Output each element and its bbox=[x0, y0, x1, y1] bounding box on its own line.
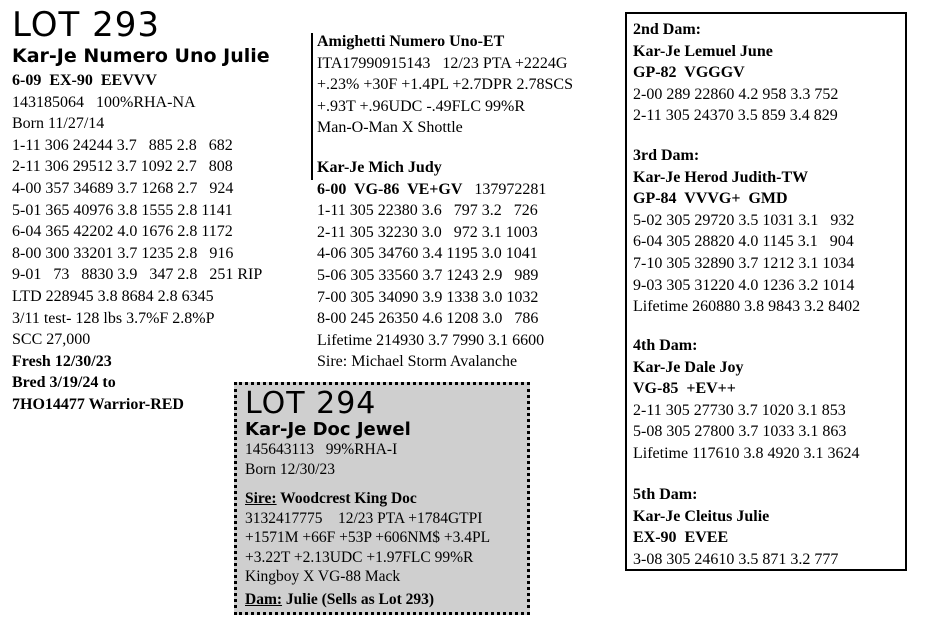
dam-sire: Sire: Michael Storm Avalanche bbox=[317, 353, 518, 371]
lot-294-sire-line: 3132417775 12/23 PTA +1784GTPI bbox=[245, 509, 483, 527]
lot-293-record-row: 6-04 365 42202 4.0 1676 2.8 1172 bbox=[12, 223, 233, 241]
lot-293-record-row: 1-11 306 24244 3.7 885 2.8 682 bbox=[12, 136, 233, 154]
third-dam-record: 6-04 305 28820 4.0 1145 3.1 904 bbox=[633, 233, 854, 251]
lot-293-fresh: Fresh 12/30/23 bbox=[12, 352, 112, 370]
lot-293-record-row: 8-00 300 33201 3.7 1235 2.8 916 bbox=[12, 244, 234, 262]
third-dam-name: Kar-Je Herod Judith-TW bbox=[633, 168, 809, 186]
lot-293-ltd: LTD 228945 3.8 8684 2.8 6345 bbox=[12, 287, 214, 305]
lot-293-scc: SCC 27,000 bbox=[12, 331, 91, 349]
third-dam-lifetime: Lifetime 260880 3.8 9843 3.2 8402 bbox=[633, 298, 861, 316]
lot-294-box bbox=[234, 382, 530, 615]
lot-294-dam-text: Julie (Sells as Lot 293) bbox=[282, 591, 435, 608]
lot-294-registration: 145643113 99%RHA-I bbox=[245, 441, 398, 458]
fifth-dam-heading: 5th Dam: bbox=[633, 486, 698, 503]
fourth-dam-heading: 4th Dam: bbox=[633, 337, 698, 354]
fifth-dam-class: EX-90 EVEE bbox=[633, 529, 729, 547]
lot-293-record-row: 5-01 365 40976 3.8 1555 2.8 1141 bbox=[12, 201, 233, 219]
dam-record-row: 7-00 305 34090 3.9 1338 3.0 1032 bbox=[317, 288, 539, 306]
third-dam-heading: 3rd Dam: bbox=[633, 147, 700, 164]
fifth-dam bbox=[633, 484, 838, 570]
sire-block bbox=[317, 31, 573, 139]
second-dam-name: Kar-Je Lemuel June bbox=[633, 42, 773, 60]
lot-294-dam-label: Dam: bbox=[245, 591, 283, 608]
lot-294-cow-name: Kar-Je Doc Jewel bbox=[245, 419, 411, 440]
third-dam-record: 7-10 305 32890 3.7 1212 3.1 1034 bbox=[633, 254, 855, 272]
sire-line: +.93T +.96UDC -.49FLC 99%R bbox=[317, 97, 525, 115]
fourth-dam bbox=[633, 335, 860, 465]
ancestral-dams-box bbox=[625, 12, 907, 571]
lot-293-cow-name: Kar-Je Numero Uno Julie bbox=[12, 45, 270, 67]
dam-record-row: 2-11 305 32230 3.0 972 3.1 1003 bbox=[317, 223, 538, 241]
dam-record-row: 1-11 305 22380 3.6 797 3.2 726 bbox=[317, 202, 538, 220]
fourth-dam-name: Kar-Je Dale Joy bbox=[633, 358, 744, 376]
lot-294-born: Born 12/30/23 bbox=[245, 460, 335, 478]
second-dam-heading: 2nd Dam: bbox=[633, 21, 702, 38]
column-divider bbox=[311, 33, 313, 180]
lot-294-sire-name: Woodcrest King Doc bbox=[276, 490, 417, 507]
third-dam-class: GP-84 VVVG+ GMD bbox=[633, 190, 788, 208]
lot-293-registration: 143185064 100%RHA-NA bbox=[12, 93, 196, 111]
second-dam bbox=[633, 19, 838, 127]
fourth-dam-class: VG-85 +EV++ bbox=[633, 380, 736, 398]
sire-pedigree: Man-O-Man X Shottle bbox=[317, 119, 463, 137]
dam-record-row: 4-06 305 34760 3.4 1195 3.0 1041 bbox=[317, 245, 538, 263]
lot-293-record-row: 2-11 306 29512 3.7 1092 2.7 808 bbox=[12, 158, 233, 176]
sire-name: Amighetti Numero Uno-ET bbox=[317, 33, 505, 50]
dam-record-row: 8-00 245 26350 4.6 1208 3.0 786 bbox=[317, 310, 539, 328]
lot-293-record-row: 9-01 73 8830 3.9 347 2.8 251 RIP bbox=[12, 266, 263, 284]
second-dam-class: GP-82 VGGGV bbox=[633, 64, 745, 82]
lot-294-title: LOT 294 bbox=[245, 386, 377, 421]
lot-294-sire-label: Sire: bbox=[245, 490, 277, 507]
lot-294-sire-pedigree: Kingboy X VG-88 Mack bbox=[245, 568, 401, 586]
lot-293-bred: Bred 3/19/24 to bbox=[12, 374, 116, 392]
dam-registration: 137972281 bbox=[474, 180, 547, 198]
lot-294-sire-line: +3.22T +2.13UDC +1.97FLC 99%R bbox=[245, 548, 474, 566]
fifth-dam-name: Kar-Je Cleitus Julie bbox=[633, 507, 770, 525]
dam-classification: 6-00 VG-86 VE+GV bbox=[317, 180, 463, 198]
lot-293-born: Born 11/27/14 bbox=[12, 115, 105, 133]
lot-294-details bbox=[245, 440, 397, 479]
sire-line: ITA17990915143 12/23 PTA +2224G bbox=[317, 54, 568, 72]
lot-293-test: 3/11 test- 128 lbs 3.7%F 2.8%P bbox=[12, 309, 215, 327]
lot-294-dam bbox=[245, 590, 434, 610]
lot-294-sire bbox=[245, 489, 490, 587]
lot-294-sire-line: +1571M +66F +53P +606NM$ +3.4PL bbox=[245, 529, 491, 547]
third-dam-record: 9-03 305 31220 4.0 1236 3.2 1014 bbox=[633, 276, 855, 294]
fourth-dam-record: 5-08 305 27800 3.7 1033 3.1 863 bbox=[633, 423, 847, 441]
dam-record-row: 5-06 305 33560 3.7 1243 2.9 989 bbox=[317, 266, 539, 284]
second-dam-record: 2-00 289 22860 4.2 958 3.3 752 bbox=[633, 85, 839, 103]
lot-293-classification: 6-09 EX-90 EEVVV bbox=[12, 72, 157, 89]
sire-line: +.23% +30F +1.4PL +2.7DPR 2.78SCS bbox=[317, 76, 573, 94]
dam-block bbox=[317, 157, 546, 373]
third-dam-record: 5-02 305 29720 3.5 1031 3.1 932 bbox=[633, 211, 855, 229]
dam-name: Kar-Je Mich Judy bbox=[317, 159, 442, 176]
lot-293-title: LOT 293 bbox=[12, 5, 160, 45]
third-dam bbox=[633, 145, 860, 318]
second-dam-record: 2-11 305 24370 3.5 859 3.4 829 bbox=[633, 107, 838, 125]
lot-293-record bbox=[12, 70, 262, 416]
fourth-dam-lifetime: Lifetime 117610 3.8 4920 3.1 3624 bbox=[633, 444, 860, 462]
fourth-dam-record: 2-11 305 27730 3.7 1020 3.1 853 bbox=[633, 401, 846, 419]
lot-293-bred-sire: 7HO14477 Warrior-RED bbox=[12, 395, 184, 413]
lot-293-record-row: 4-00 357 34689 3.7 1268 2.7 924 bbox=[12, 179, 234, 197]
dam-lifetime: Lifetime 214930 3.7 7990 3.1 6600 bbox=[317, 331, 545, 349]
fifth-dam-record: 3-08 305 24610 3.5 871 3.2 777 bbox=[633, 550, 839, 568]
